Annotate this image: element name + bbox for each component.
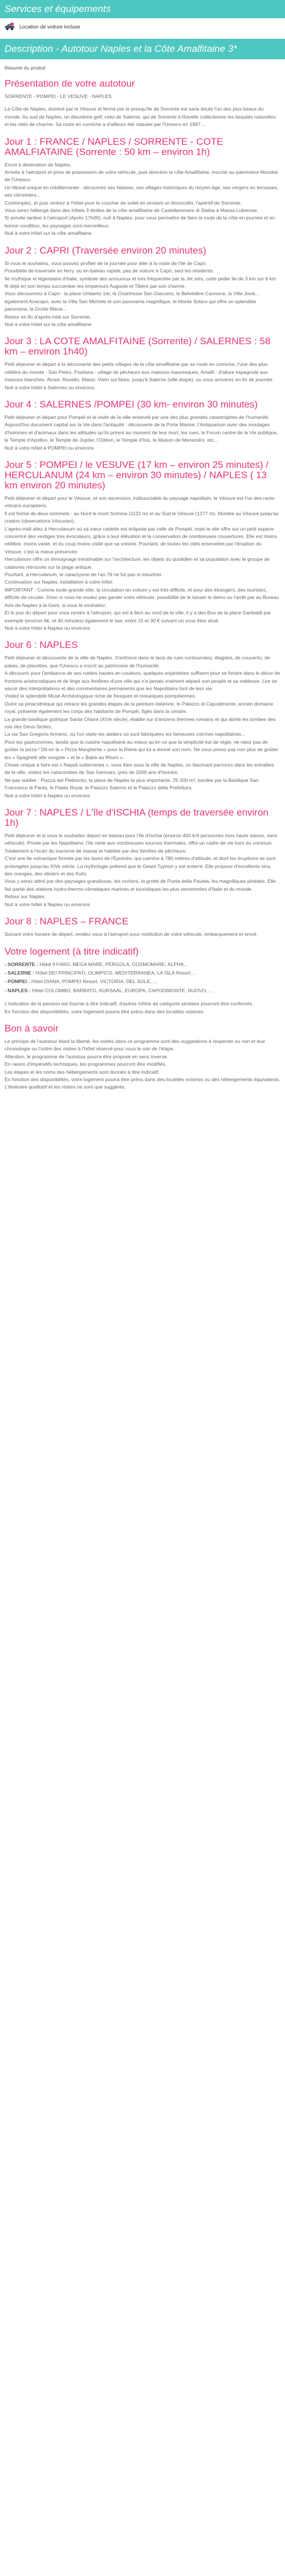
service-label: Location de voiture incluse: [19, 24, 80, 30]
day-text: Petit déjeuner et découverte de la ville de Naples. S'enfonce dans le lacis de rues contournées, étagées, de couvents, de palais, de placettes, que l'Unesco a inscrit au patrimoine de l'humanité. A découvrir pour l'ambiance de ses ruelles hautes en couleurs, quelques enjambées suffisent pour se fondre dans le décor de frontons aristocratiques et de linge aux fenêtres d'une ville qui n'a jamais vraiment séparé son peuple et sa noblesse. Lire se savoir des interprétations et des commentaires permanents que les Napolitains font de leur vie. Visitez le splendide Musé Archéologique riche de fresques et mosaïques pompéiennes. Outre sa pinacothèque qui retrace les grandes étapes de la peinture italienne, le Palazzo di Capodimonte, ancien domaine royal, présente également les corps des habitants de Pompéi, figés dans la cendre. La grande basilique gothique Santa Chiara (XIVe siècle), établie sur d'anciens thermes romains et qui abrite les tombes des rois des Deux-Siciles. La via San Gregorio Armeno, où l'on visite les ateliers où sont fabriquées les fameuses crèches napolitaines... Pour les gastronomes, tandis que la cuisine napolitaine au mieux qu'en ce que la simplicité est de règle, ne ratez pas de goûter la pizza ! Dit-on la « Pizza Margherita » pour la Reine qui lui a donné son nom. Ne vous privez pas non plus de goûter les « Spaghetti alle vongole » et le « Babà au Rhum ». Chose unique à faire est « Napoli sotterranea », vous êtes sous la ville de Naples, un fascinant parcours dans les entrailles de la ville, visitez les catacombes de San Gennaro, près de 2000 ans d'histoire. Ne pas oublier : Piazza del Plebiscito, la place de Naples la plus importante, 25 000 m², bordée par la Basilique San Francesco di Paola, le Palais Royal, le Palazzo Salerno et le Palazzo della Prefettura. Nuit à votre hôtel à Naples ou environs: [5, 655, 280, 798]
hotel-line: [5, 987, 280, 994]
hotel-city: - SORRENTE :: [5, 961, 40, 967]
day-title: Jour 1 : FRANCE / NAPLES / SORRENTE - COTE AMALFIATAINE (Sorrente : 50 km – environ 1h): [5, 136, 223, 157]
services-header: Services et équipements: [0, 0, 285, 18]
day-text: Petit déjeuner et si vous le souhaitez départ en bateau pour l'île d'Ischia (environ 400 €/4 personnes hors haute saison, sans véhicule). Prisée par les Napolitains, l'île verte aux nombreuses sources thermales, offre un cadre de vie hors du commun. Totalement à l'écart du tourisme de masse et habitée par des familles de pêcheurs. C'est une île volcanique formée par les laves de l'Epoméo, qui culmine à 780 mètres d'altitude, et dont les éruptions se sont prolongées jusqu'au XIVe siècle. La mythologie prétend que le Géant Typhon y est enterré. Elle propose d'excellents vins, des oranges, des oliviers et des fruits. Vous y serez attiré par des paysages grandioses, les rochers, la grotte de Punta della Pavata, les magnifiques pinèdes. Elle fait partie des stations hydro-thermo-climatiques marines et touristiques les plus renommées d'Italie et du monde. Retour sur Naples. Nuit à votre hôtel à Naples ou environs: [5, 833, 278, 907]
hotel-line: [5, 969, 280, 977]
hotel-city: - SALERNE :: [5, 969, 36, 976]
day-text: Petit déjeuner et départ pour Pompéi et la visite de la ville enseveli par une des plus grandes catastrophes de l'humanité. Aujourd'hui document capital sur la Vie dans l'antiquité : découverte de la Porte Marine, l'Antiquarium avec des moulages d'hommes et d'animaux dans les attitudes qu'ils prirent au moment de leur mort, les rues, le Forum centre de la Vie publique, le Temple d'Apollon, le Temple de Jupiter, l'Odéon, le Temple d'Isis, la Maison de Menandro, etc... Nuit à votre hôtel à POMPEI ou environs: [5, 414, 278, 451]
hotel-line: [5, 961, 280, 968]
presentation-route: SORRENTE - POMPEI - LE VESUVE - NAPLES: [5, 93, 112, 99]
hotels-note: L'indication de la pension est fournie à titre indicatif, d'autres hôtels de catégorie similaire pourront être confirmés. En fonction des disponibilités, votre logement pourra être prévu dans des localités voisines.: [5, 1001, 254, 1014]
summary-label: Résumé du produit: [5, 65, 46, 71]
hotels-title: Votre logement (à titre indicatif): [5, 945, 139, 957]
day-text: Petit déjeuner et départ à la découverte des petits villages de la côte amalfitaine par sa route en corniche, l'une des plus célèbre du monde : San Pietro, Positano : village de pêcheurs aux maisons mauresques, Amalfi : d'allure espagnole aux maisons blanches, Atrani, Ravello, Maiori, Vietri sul Mare, jusqu'à Salerne (ville étape), ou vous arriverez en fin de journée. Nuit à votre hôtel à Salernes ou environs.: [5, 361, 274, 390]
hotel-city: - NAPLES :: [5, 987, 32, 993]
day-title: Jour 7 : NAPLES / L'île d'ISCHIA (temps de traversée environ 1h): [5, 807, 268, 829]
description-header: Description - Autotour Naples et la Côte Amalfitaine 3*: [0, 39, 285, 59]
hotel-line: [5, 978, 280, 985]
hotel-names: Hôtel COLOMBO, BARBATO, KURSAAL, EUROPA, CAPODIMONTE, NUOVO, ...: [32, 987, 213, 993]
hotels-list: [5, 961, 280, 1001]
service-row-car-rental: [0, 18, 285, 39]
description-content: [0, 59, 285, 1091]
day-title: Jour 3 : LA COTE AMALFITAINE (Sorrente) / SALERNES : 58 km – environ 1h40): [5, 336, 271, 357]
hotel-names: Hôtel Il FARO, MEGA MARE, PERGOLA, COSMOMARE, ALPHA...: [39, 961, 188, 967]
day-text: Envol à destination de Naples. Arrivée à l'aéroport et prise de possession de votre véhicule, puis direction la côte Amalfitaine, inscrite au patrimoine Mondial de l'Unesco. Un littoral unique en méditerranée : découvrez ses falaises, ses villages historiques du moyen-âge, ses vergers en terrasses, ses citronniers... Contemplez, et puis rentrez à l'hôtel pour le coucher de soleil en sirotant un limoncello, l'apéritif de Sorrente. Vous serez hébergé dans des hôtels 3 étoiles de la côte amalfitaine de Castellammare di Stabia à Massa Lubrense. Si arrivée tardive à l'aéroport (Après 17h00), nuit à Naples, pour vous permettre de faire la route de la côte en journée et en bonne condition, les paysages sont merveilleux. Nuit à votre hôtel sur la côte amalfitaine: [5, 161, 279, 237]
day-title: Jour 4 : SALERNES /POMPEI (30 km- environ 30 minutes): [5, 398, 258, 410]
day-text: Suivant votre horaire de départ, rendez-vous à l'aéroport pour restitution de votre véhicule, embarquement et envol.: [5, 931, 258, 938]
hotel-names: Hôtel DEI PRINCIPATI, OLIMPICO, MEDITERRANEA, LA ISLA Resort...: [35, 969, 195, 976]
day-title: Jour 5 : POMPEI / le VESUVE (17 km – environ 25 minutes) / HERCULANUM (24 km – environ 30 minutes) / NAPLES ( 13 km environ 20 minutes): [5, 459, 268, 491]
hotel-names: Hôtel DIANA, POMPEI Resort, VICTORIA, DEL SOLE, ...: [31, 979, 157, 985]
good-to-know-title: Bon à savoir: [5, 1022, 59, 1034]
presentation-title: Présentation de votre autotour: [5, 78, 135, 89]
day-title: Jour 8 : NAPLES – FRANCE: [5, 916, 129, 927]
itinerary-days: [5, 137, 280, 939]
car-icon: [5, 23, 15, 31]
good-to-know-text: Le principe de l'autotour étant la liberté, les visites dans ce programme sont des suggestions à respecter ou non et leur chronologie ou l'ordre des visites à l'hôtel réservé pour vous le soir de l'étape. Attention, le programme de l'autotour pourra être proposé en sens inverse. En raison d'impératifs techniques, les programmes pourront être modifiés. Les étapes et les noms des hébergements sont donnés à titre indicatif. En fonction des disponibilités, votre logement pourra être prévu dans des localités voisines ou des hébergements équivalents. L'itinéraire qualitatif et les visites ne sont que suggérés.: [5, 1038, 280, 1090]
day-title: Jour 6 : NAPLES: [5, 639, 78, 651]
day-text: Petit déjeuner et départ pour le Vésuve, et son ascension, indissociable du paysage napolitain, le Vésuve est l'un des rares volcans européens. Il est formé de deux sommets : au Nord le mont Somma (1132 m) et au Sud le Vésuve (1277 m). Montée au Vésuve jusqu'au cratère (observatoire Vésuvien). L'après-midi allez à Herculanum où sa sœur cadette est éclipsée par celle de Pompéi, mais le site offre sur un petit espace concentré des vestiges très évocateurs, grâce à leur élévation et la conservation de nombreuses couvertures. Elle est moins célèbre, moins vaste, et du coup moins visité que sa voisine. Pourtant, de toutes les cités ensevelies par l'éruption du Vésuve, c'est la mieux préservée. Herculanum offre un témoignage inestimable sur l'architecture, les objets du quotidien et sa population avec le groupe de cadavres retrouvés sur la plage antique. Pourtant, à Herculanum, le cataclysme de l'an 79 ne fut pas si meurtrier. Continuation sur Naples, installation à votre hôtel. IMPORTANT : Comme toute grande ville, la circulation en voiture y est très difficile, et pour des étrangers, des touristes, difficile de circuler. Donc si vous ne voulez pas garder votre véhicule, possibilité de le laisser le demo ou l'arrêt par au Bureau Avis de Naples à la Gare, si vous le souhaitez. Et le jour du départ pour vous rendre à l'aéroport, qui est à 6km au nord de la ville, il y a des Bus de la place Garibaldi par exemple (environ 6€, et 40 minutes) également le taxi, entre 15 et 30 € suivant où vous êtes situé. Nuit à votre hôtel à Naples ou environs: [5, 495, 279, 631]
presentation-paragraph: La Côte de Naples, dominé par le Vésuve et fermé par la presqu'île de Sorrente est sans doute l'un des plus beaux du monde. Au sud de Naples, un deuxième golf, celui de Salerne, qui de Sorrente à Ravello collectionne les beautés naturelles et les cités de charme. Sa route en corniche a d'ailleurs été classée par l'Unesco en 1997...: [5, 106, 276, 128]
hotel-city: - POMPEI :: [5, 979, 31, 985]
day-title: Jour 2 : CAPRI (Traversée environ 20 minutes): [5, 244, 206, 256]
day-text: Si vous le souhaitez, vous pouvez profiter de la journée pour aller à la visite de l'Ile de Capri. Possibilité de traversée en ferry, ou en bateau rapide, pas de voiture à Capri, seul les résidents. Ile mythique et légendaire d'Italie, symbole des amoureux et très fréquentée par la Jet sets, cette petite île de 3 km sur 6 km fit déjà en son temps succomber les empereurs Auguste et Tibère par son charme. Vous découvrirez à Capri : la place Umberto 1er, la Chartreuse San Giacomo, le Belvédère Cannone, la Villa Jovis... également Anacapri, avec la Villa San Michele et son panorama magnifique, le Monte Solaro qui offre un splendide panorama, la Grotte Bleue... Retour en fin d'après-midi sur Sorrente. Nuit à votre hôtel sur la côte amalfitaine: [5, 260, 276, 327]
